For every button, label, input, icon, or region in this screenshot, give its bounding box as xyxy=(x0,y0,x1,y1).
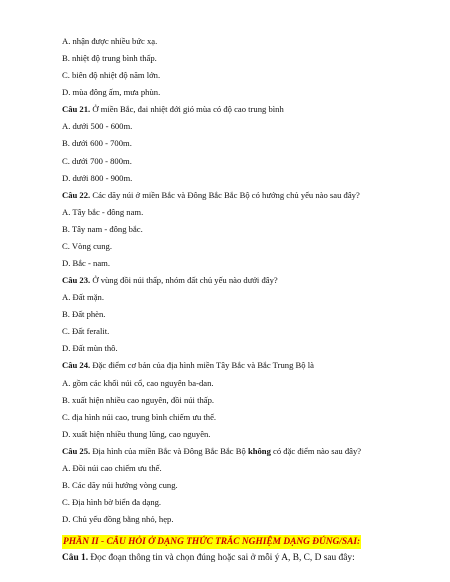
answer-option: B. Các dãy núi hướng vòng cung. xyxy=(62,480,178,491)
question-text: Các dãy núi ở miền Bắc và Đông Bắc Bắc Bộ có hướng chủ yếu nào sau đây? xyxy=(90,189,360,200)
question-text: Địa hình của miền Bắc và Đông Bắc Bắc Bộ xyxy=(90,445,248,456)
answer-option: C. biên độ nhiệt độ năm lớn. xyxy=(62,70,161,81)
answer-option: B. Đất phèn. xyxy=(62,309,106,320)
question-text: Đọc đoạn thông tin và chọn đúng hoặc sai ở mỗi ý A, B, C, D sau đây: xyxy=(88,553,355,564)
question xyxy=(62,446,422,456)
answer-option: C. Đất feralit. xyxy=(62,326,110,337)
answer-option: A. gồm các khối núi cổ, cao nguyên ba-dan. xyxy=(62,377,214,388)
answer-option: D. Bắc - nam. xyxy=(62,258,110,269)
answer-option: A. Tây bắc - đông nam. xyxy=(62,206,144,217)
question-text: Ở vùng đồi núi thấp, nhóm đất chủ yếu nào dưới đây? xyxy=(90,275,278,286)
answer-option: A. Đất mặn. xyxy=(62,292,105,303)
question-text: có đặc điểm nào sau đây? xyxy=(270,445,362,456)
answer-option: D. xuất hiện nhiều thung lũng, cao nguyên. xyxy=(62,428,211,439)
answer-option: C. Vòng cung. xyxy=(62,240,112,251)
answer-option: A. Đồi núi cao chiếm ưu thế. xyxy=(62,462,162,473)
question-label: Câu 25. xyxy=(62,445,91,456)
question xyxy=(62,360,422,370)
answer-option: A. dưới 500 - 600m. xyxy=(62,121,133,132)
section-heading: PHẦN II - CÂU HỎI Ở DẠNG THỨC TRẮC NGHIỆM DẠNG ĐÚNG/SAI: xyxy=(63,537,361,548)
document-content xyxy=(62,36,422,564)
question-label: Câu 1. xyxy=(62,553,89,564)
answer-option: B. xuất hiện nhiều cao nguyên, đồi núi thấp. xyxy=(62,394,215,405)
answer-option: D. Đất mùn thô. xyxy=(62,343,118,354)
question-1-part-2 xyxy=(62,552,422,564)
answer-option: D. mùa đông ấm, mưa phùn. xyxy=(62,87,161,98)
answer-option: C. địa hình núi cao, trung bình chiếm ưu thế. xyxy=(62,411,217,422)
question xyxy=(62,104,422,114)
answer-option: D. dưới 800 - 900m. xyxy=(62,172,133,183)
question xyxy=(62,275,422,285)
question-label: Câu 23. xyxy=(62,275,91,286)
answer-option: D. Chủ yếu đồng bằng nhỏ, hẹp. xyxy=(62,514,174,525)
question-text: Đặc điểm cơ bản của địa hình miền Tây Bắc và Bắc Trung Bộ là xyxy=(90,360,314,371)
question-emphasis: không xyxy=(247,445,271,456)
question xyxy=(62,190,422,200)
answer-option: C. dưới 700 - 800m. xyxy=(62,155,132,166)
question-label: Câu 22. xyxy=(62,189,91,200)
question-label: Câu 21. xyxy=(62,104,91,115)
section-heading-wrap xyxy=(62,531,422,548)
question-text: Ở miền Bắc, đai nhiệt đới gió mùa có độ cao trung bình xyxy=(90,104,284,115)
answer-option: B. nhiệt độ trung bình thấp. xyxy=(62,53,157,64)
answer-option: B. Tây nam - đông bắc. xyxy=(62,223,143,234)
answer-option: A. nhận được nhiều bức xạ. xyxy=(62,36,158,46)
answer-option: B. dưới 600 - 700m. xyxy=(62,138,132,149)
question-label: Câu 24. xyxy=(62,360,91,371)
answer-option: C. Địa hình bờ biển đa dạng. xyxy=(62,497,162,508)
